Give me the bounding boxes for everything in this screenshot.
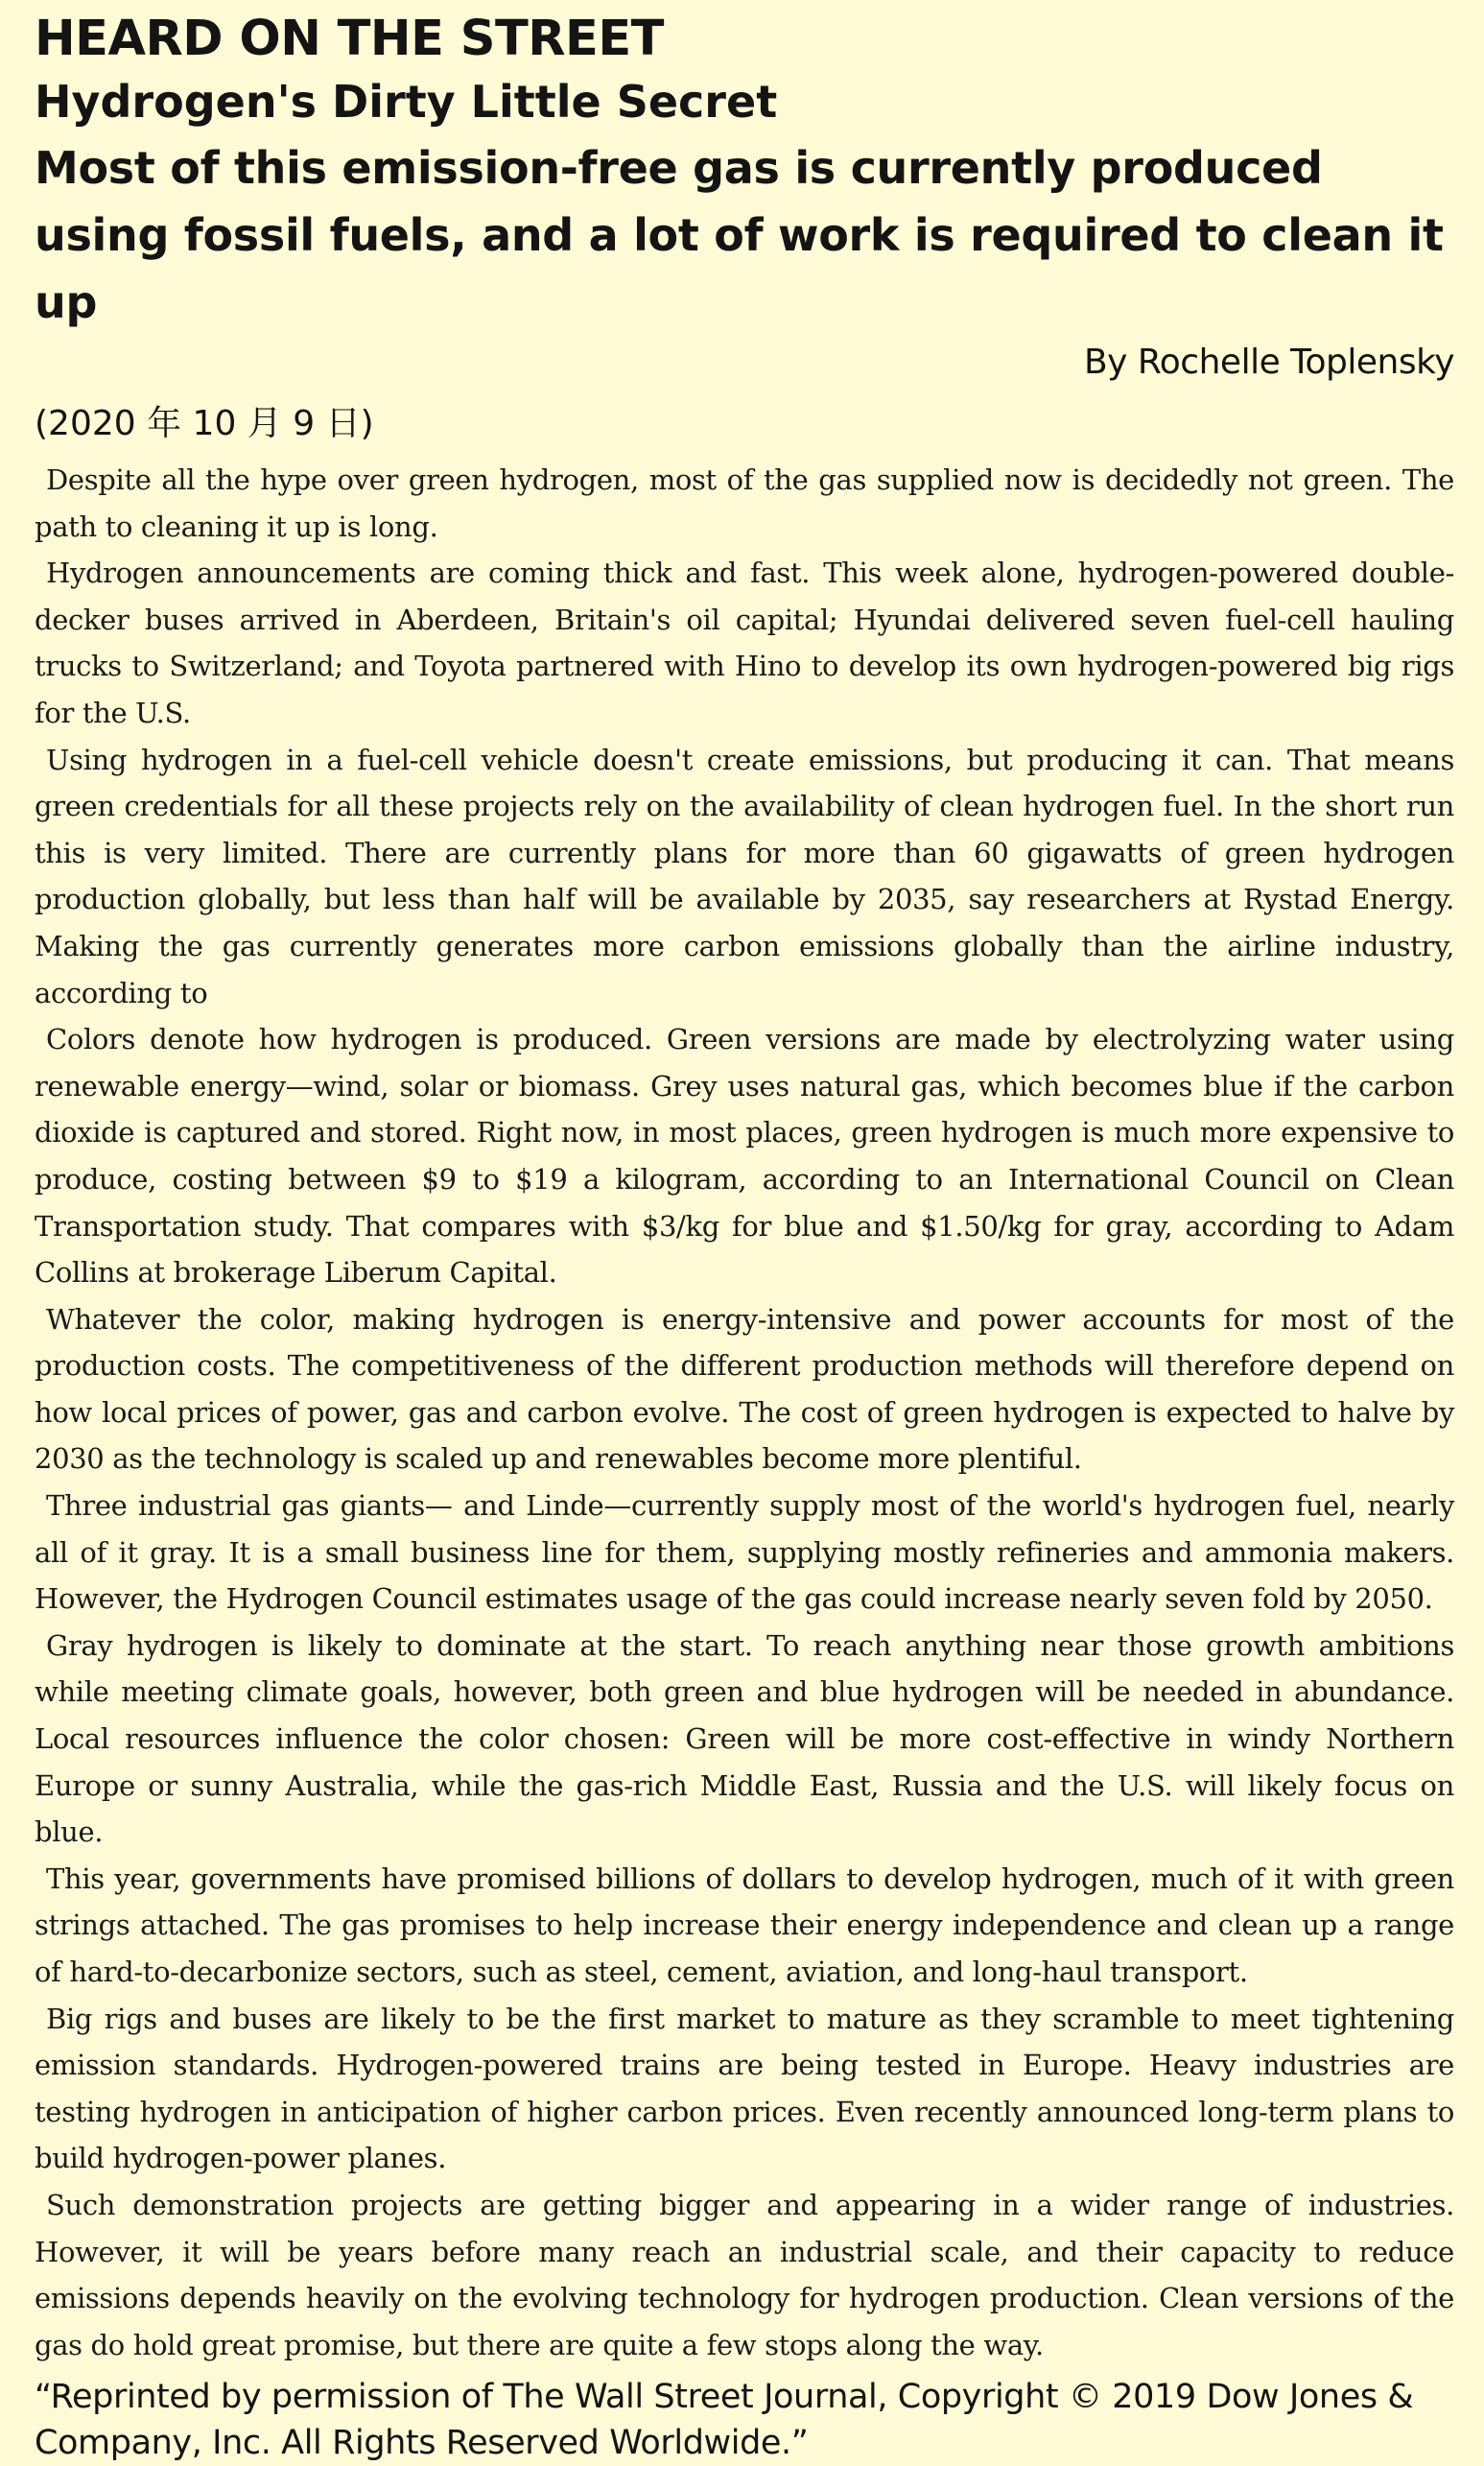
paragraph: Big rigs and buses are likely to be the first market to mature as they scramble to meet tightening emission standards. Hydrogen-powered trains are being tested in Europe. Heavy industries are testing hydrogen in anticipation of higher carbon prices. Even recently announced long-term plans to build hydrogen-power planes. bbox=[35, 2002, 1454, 2175]
column-head: HEARD ON THE STREET bbox=[35, 11, 664, 67]
article-title: Hydrogen's Dirty Little Secret bbox=[35, 76, 778, 128]
paragraph: This year, governments have promised billions of dollars to develop hydrogen, much of it with green strings attached. The gas promises to help increase their energy independence and clean up a range of hard-to-decarbonize sectors, such as steel, cement, aviation, and long-haul transport. bbox=[35, 1861, 1454, 1988]
paragraph: Despite all the hype over green hydrogen, most of the gas supplied now is decidedly not green. The path to cleaning it up is long. bbox=[35, 463, 1454, 543]
publication-date: (2020 年 10 月 9 日) bbox=[35, 404, 374, 443]
paragraph: Hydrogen announcements are coming thick and fast. This week alone, hydrogen-powered double-decker buses arrived in Aberdeen, Britain's oil capital; Hyundai delivered seven fuel-cell hauling trucks to Switzerland; and Toyota partnered with Hino to develop its own hydrogen-powered big rigs for the U.S. bbox=[35, 557, 1454, 729]
article bbox=[35, 10, 1454, 2466]
byline: By Rochelle Toplensky bbox=[1083, 343, 1454, 382]
paragraph: Three industrial gas giants— and Linde—currently supply most of the world's hydrogen fuel, nearly all of it gray. It is a small business line for them, supplying mostly refineries and ammonia makers. However, the Hydrogen Council estimates usage of the gas could increase nearly seven fold by 2050. bbox=[35, 1489, 1454, 1616]
article-body bbox=[35, 457, 1454, 2368]
reprint-credit: “Reprinted by permission of The Wall Street Journal, Copyright © 2019 Dow Jones & Company, Inc. All Rights Reserved Worldwide.” bbox=[35, 2378, 1414, 2463]
paragraph: Colors denote how hydrogen is produced. Green versions are made by electrolyzing water using renewable energy—wind, solar or biomass. Grey uses natural gas, which becomes blue if the carbon dioxide is captured and stored. Right now, in most places, green hydrogen is much more expensive to produce, costing between $9 to $19 a kilogram, according to an International Council on Clean Transportation study. That compares with $3/kg for blue and $1.50/kg for gray, according to Adam Collins at brokerage Liberum Capital. bbox=[35, 1023, 1454, 1290]
paragraph: Such demonstration projects are getting bigger and appearing in a wider range of industries. However, it will be years before many reach an industrial scale, and their capacity to reduce emissions depends heavily on the evolving technology for hydrogen production. Clean versions of the gas do hold great promise, but there are quite a few stops along the way. bbox=[35, 2188, 1454, 2361]
paragraph: Whatever the color, making hydrogen is energy-intensive and power accounts for most of the production costs. The competitiveness of the different production methods will therefore depend on how local prices of power, gas and carbon evolve. The cost of green hydrogen is expected to halve by 2030 as the technology is scaled up and renewables become more plentiful. bbox=[35, 1302, 1454, 1476]
paragraph: Using hydrogen in a fuel-cell vehicle doesn't create emissions, but producing it can. That means green credentials for all these projects rely on the availability of clean hydrogen fuel. In the short run this is very limited. There are currently plans for more than 60 gigawatts of green hydrogen production globally, but less than half will be available by 2035, say researchers at Rystad Energy. Making the gas currently generates more carbon emissions globally than the airline industry, according to bbox=[35, 743, 1454, 1009]
article-subtitle: Most of this emission-free gas is currently produced using fossil fuels, and a lot of work is required to clean it up bbox=[35, 142, 1444, 328]
paragraph: Gray hydrogen is likely to dominate at the start. To reach anything near those growth ambitions while meeting climate goals, however, both green and blue hydrogen will be needed in abundance. Local resources influence the color chosen: Green will be more cost-effective in windy Northern Europe or sunny Australia, while the gas-rich Middle East, Russia and the U.S. will likely focus on blue. bbox=[35, 1628, 1454, 1849]
